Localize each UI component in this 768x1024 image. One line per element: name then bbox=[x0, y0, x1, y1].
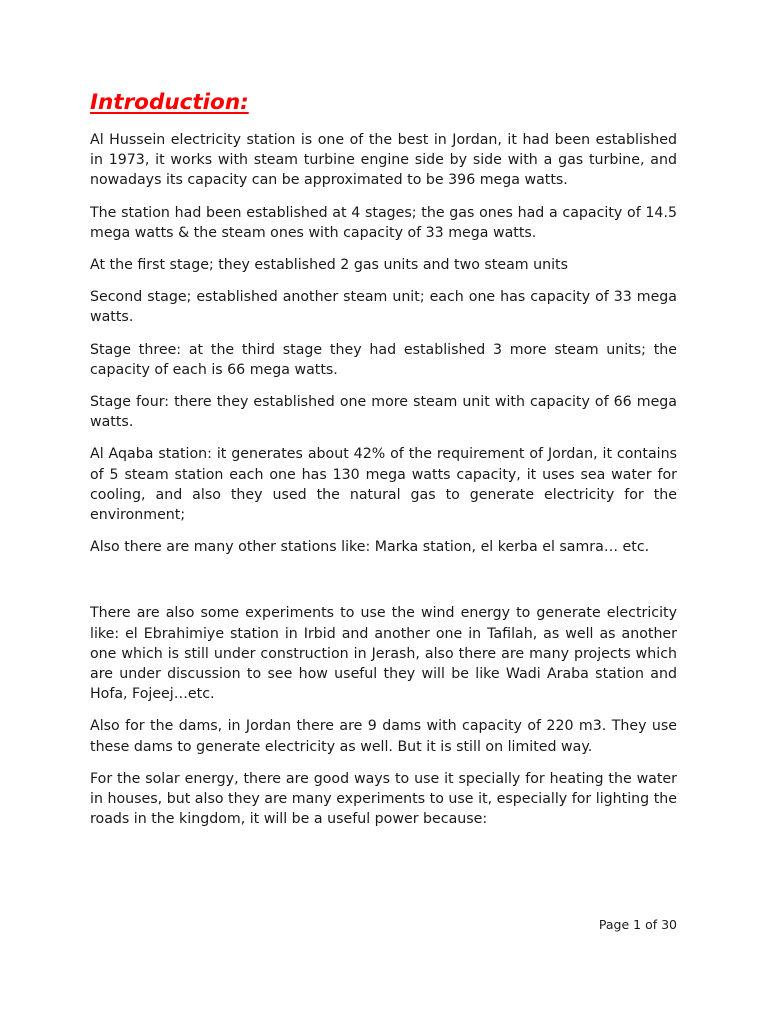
section-heading: Introduction: bbox=[90, 90, 249, 115]
paragraph-solar-energy: For the solar energy, there are good ways to use it specially for heating the water in houses, but also they are many experiments to use it, especially for lighting the roads in the kingdom, it will be a useful power because: bbox=[90, 770, 677, 828]
paragraph-al-hussein: Al Hussein electricity station is one of the best in Jordan, it had been established in 1973, it works with steam turbine engine side by side with a gas turbine, and nowadays its capacity can be approximated to be 396 mega watts. bbox=[90, 132, 677, 189]
paragraph-second-stage: Second stage; established another steam unit; each one has capacity of 33 mega watts. bbox=[90, 289, 677, 326]
page-content bbox=[90, 88, 677, 841]
paragraph-first-stage: At the first stage; they established 2 gas units and two steam units bbox=[90, 257, 568, 274]
paragraph-dams: Also for the dams, in Jordan there are 9 dams with capacity of 220 m3. They use these dams to generate electricity as well. But it is still on limited way. bbox=[90, 718, 677, 755]
paragraph-al-aqaba: Al Aqaba station: it generates about 42% of the requirement of Jordan, it contains of 5 steam station each one has 130 mega watts capacity, it uses sea water for cooling, and also they used the natural gas to generate electricity for the environment; bbox=[90, 446, 677, 524]
paragraph-stages: The station had been established at 4 stages; the gas ones had a capacity of 14.5 mega watts & the steam ones with capacity of 33 mega watts. bbox=[90, 204, 677, 241]
page-number-footer: Page 1 of 30 bbox=[598, 917, 677, 932]
paragraph-wind-energy: There are also some experiments to use the wind energy to generate electricity like: el Ebrahimiye station in Irbid and another one in Tafilah, as well as another one which is still under construction in Jerash, also there are many projects which are under discussion to see how useful they will be like Wadi Araba station and Hofa, Fojeej…etc. bbox=[90, 605, 677, 703]
paragraph-other-stations: Also there are many other stations like: Marka station, el kerba el samra… etc. bbox=[90, 539, 650, 556]
paragraph-stage-four: Stage four: there they established one more steam unit with capacity of 66 mega watts. bbox=[90, 394, 677, 431]
paragraph-stage-three: Stage three: at the third stage they had established 3 more steam units; the capacity of each is 66 mega watts. bbox=[90, 341, 677, 378]
